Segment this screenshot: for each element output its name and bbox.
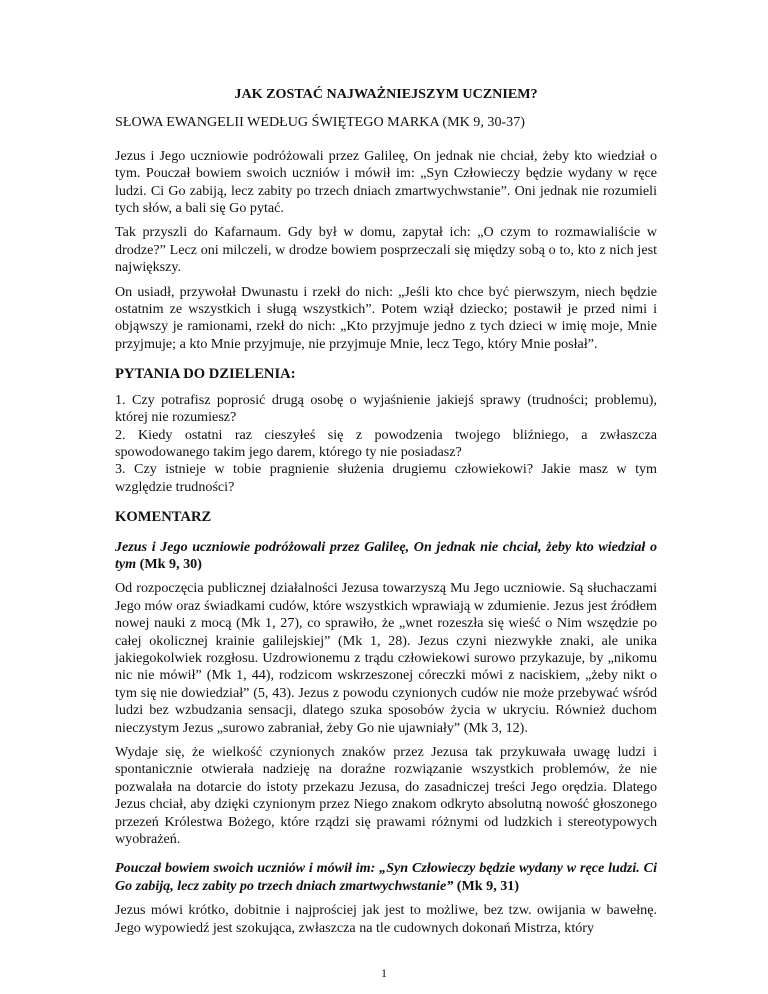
commentary-quote — [115, 860, 657, 895]
commentary-paragraph: Wydaje się, że wielkość czynionych znaków przez Jezusa tak przykuwała uwagę ludzi i spontanicznie otwierała nadzieję na doraźne rozwiązanie wszystkich problemów, że nie pozwalała na dotarcie do istoty przekazu Jezusa, do zasadniczej treści Jego orędzia. Dlatego Jezus chciał, aby dzięki czynionym przez Niego znakom odkryto absolutną nowość głoszonego przezeń Królestwa Bożego, które rządzi się prawami różnymi od ludzkich i stereotypowych wyobrażeń. — [115, 744, 657, 848]
question-item: 3. Czy istnieje w tobie pragnienie służenia drugiemu człowiekowi? Jakie masz w tym względzie trudności? — [115, 461, 657, 495]
questions-list — [115, 392, 657, 496]
gospel-subtitle: SŁOWA EWANGELII WEDŁUG ŚWIĘTEGO MARKA (MK 9, 30-37) — [115, 114, 525, 131]
question-item: 2. Kiedy ostatni raz cieszyłeś się z powodzenia twojego bliźniego, a zwłaszcza spowodowanego takim jego darem, którego ty nie posiadasz? — [115, 426, 657, 460]
gospel-paragraph: Tak przyszli do Kafarnaum. Gdy był w domu, zapytał ich: „O czym to rozmawialiście w drodze?” Lecz oni milczeli, w drodze bowiem posprzeczali się między sobą o to, kto z nich jest największy. — [115, 224, 657, 276]
document-page — [115, 86, 657, 944]
quote-text: Jezus i Jego uczniowie podróżowali przez Galileę, On jednak nie chciał, żeby kto wiedział o tym — [115, 538, 657, 572]
quote-text: Pouczał bowiem swoich uczniów i mówił im: „Syn Człowieczy będzie wydany w ręce ludzi. Ci Go zabiją, lecz zabity po trzech dniach zmartwychwstanie” — [115, 860, 657, 894]
question-item: 1. Czy potrafisz poprosić drugą osobę o wyjaśnienie jakiejś sprawy (trudności; problemu), której nie rozumiesz? — [115, 391, 657, 426]
gospel-paragraph: Jezus i Jego uczniowie podróżowali przez Galileę, On jednak nie chciał, żeby kto wiedział o tym. Pouczał bowiem swoich uczniów i mówił im: „Syn Człowieczy będzie wydany w ręce ludzi. Ci Go zabiją, lecz zabity po trzech dniach zmartwychwstanie”. Oni jednak nie rozumieli tych słów, a bali się Go pytać. — [115, 147, 657, 217]
commentary-paragraph: Jezus mówi krótko, dobitnie i najprościej jak jest to możliwe, bez tzw. owijania w bawełnę. Jego wypowiedź jest szokująca, zwłaszcza na tle cudownych dokonań Mistrza, który — [115, 902, 657, 936]
page-number: 1 — [381, 966, 387, 980]
quote-reference: (Mk 9, 31) — [456, 877, 520, 894]
commentary-paragraph: Od rozpoczęcia publicznej działalności Jezusa towarzyszą Mu Jego uczniowie. Są słuchaczami Jego mów oraz świadkami cudów, które wszystkich wprawiają w zdumienie. Jezus jest źródłem nowej nauki z mocą (Mk 1, 27), co sprawiło, że „wnet rozeszła się wieść o Nim wszędzie po całej okolicznej krainie galilejskiej” (Mk 1, 28). Jezus czyni niezwykłe znaki, ale unika jakiegokolwiek rozgłosu. Uzdrowionemu z trądu człowiekowi surowo przykazuje, by „nikomu nic nie mówił” (Mk 1, 44), rodzicom wskrzeszonej córeczki mówi z naciskiem, „żeby nikt o tym się nie dowiedział” (5, 43). Jezus z powodu czynionych cudów nie może przebywać wśród ludzi bez wzbudzania sensacji, dlatego szuka sposobów życia w ukryciu. Również duchom nieczystym Jezus „surowo zabraniał, żeby Go nie ujawniały” (Mk 3, 12). — [115, 580, 657, 736]
gospel-paragraph: On usiadł, przywołał Dwunastu i rzekł do nich: „Jeśli kto chce być pierwszym, niech będzie ostatnim ze wszystkich i sługą wszystkich”. Potem wziął dziecko; postawił je przed nimi i objąwszy je ramionami, rzekł do nich: „Kto przyjmuje jedno z tych dzieci w imię moje, Mnie przyjmuje; a kto Mnie przyjmuje, nie przyjmuje Mnie, lecz Tego, który Mnie posłał”. — [115, 283, 657, 352]
questions-heading: PYTANIA DO DZIELENIA: — [115, 366, 296, 383]
commentary-heading: KOMENTARZ — [115, 509, 212, 526]
page-title: JAK ZOSTAĆ NAJWAŻNIEJSZYM UCZNIEM? — [234, 86, 538, 102]
commentary-quote — [115, 539, 657, 574]
quote-reference: (Mk 9, 30) — [139, 555, 202, 572]
